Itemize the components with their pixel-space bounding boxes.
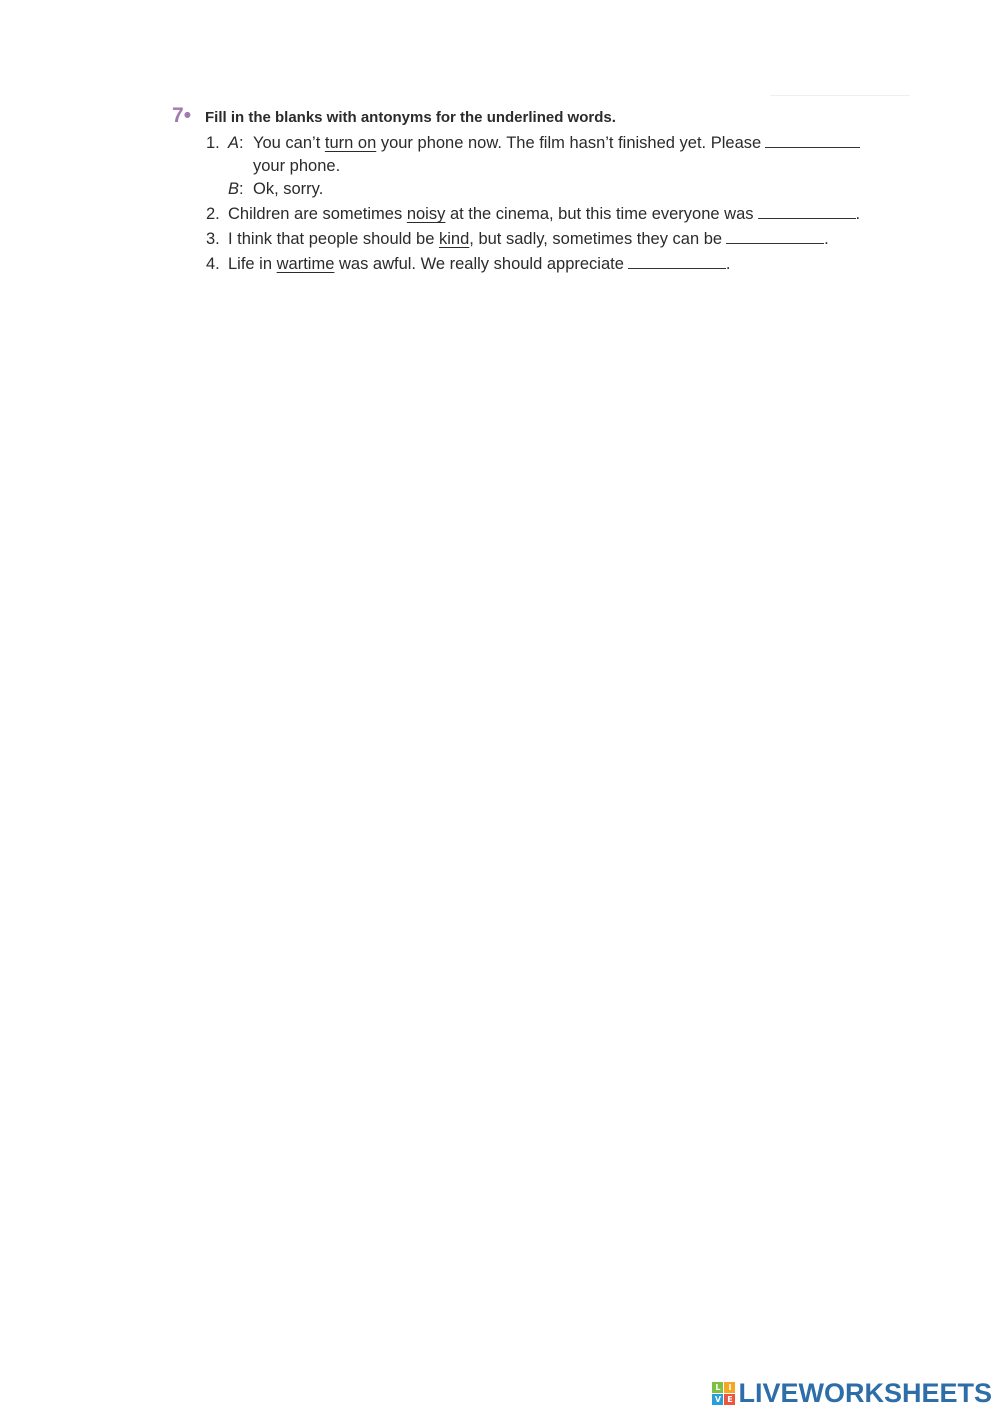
exercise-number: 7• [172, 104, 192, 127]
exercise-instruction: Fill in the blanks with antonyms for the underlined words. [205, 109, 616, 126]
decorative-divider [770, 95, 910, 96]
underlined-word: noisy [406, 205, 446, 223]
item-text: Life in wartime was awful. We really should appreciate . [228, 255, 731, 273]
item-number: 1. [206, 134, 220, 152]
exercise-number-value: 7 [172, 104, 184, 127]
item-text: Children are sometimes noisy at the cinema, but this time everyone was . [228, 205, 861, 223]
liveworksheets-logo [712, 1378, 992, 1408]
list-item-3 [206, 228, 912, 251]
exercise-header [172, 104, 912, 130]
underlined-word: wartime [276, 255, 335, 273]
list-item-2 [206, 203, 912, 226]
speaker-label: B: [228, 180, 244, 198]
list-item-4 [206, 253, 912, 276]
answer-blank-4[interactable] [628, 267, 726, 269]
underlined-word: kind [439, 230, 470, 248]
item-text-continuation: your phone. [253, 157, 341, 175]
exercise-items [206, 132, 912, 276]
logo-text: LIVEWORKSHEETS [738, 1377, 992, 1408]
exercise-7 [172, 104, 912, 276]
item-text: I think that people should be kind, but sadly, sometimes they can be . [228, 230, 829, 248]
answer-blank-1[interactable] [765, 146, 860, 148]
speaker-label: A: [228, 134, 244, 152]
item-number: 2. [206, 205, 220, 223]
item-text: You can’t turn on your phone now. The film hasn’t finished yet. Please [253, 132, 860, 155]
list-item-1-continuation [206, 155, 912, 178]
item-text: Ok, sorry. [253, 180, 324, 198]
answer-blank-2[interactable] [758, 217, 856, 219]
list-item-1-line-a [206, 132, 912, 155]
logo-mark-icon: L I V E [712, 1382, 735, 1405]
item-number: 3. [206, 230, 220, 248]
answer-blank-3[interactable] [726, 242, 824, 244]
underlined-word: turn on [324, 134, 377, 152]
list-item-1-line-b [206, 178, 912, 201]
item-number: 4. [206, 255, 220, 273]
